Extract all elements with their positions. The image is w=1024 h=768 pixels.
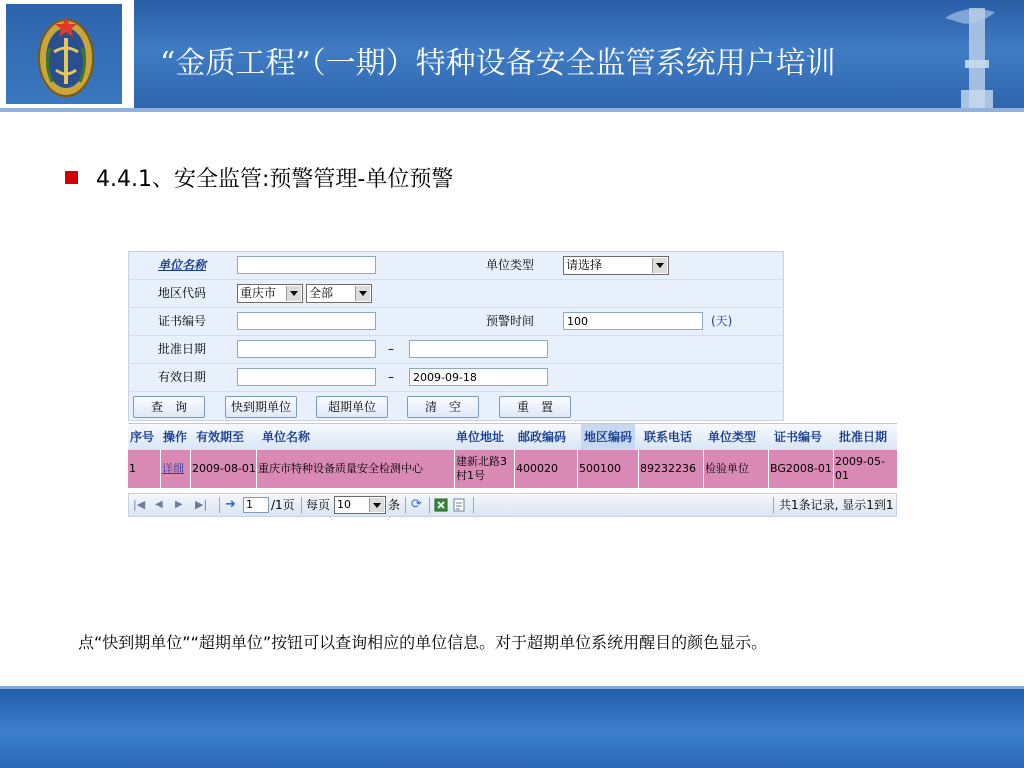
- cert-label: 证书编号: [157, 314, 206, 328]
- range-separator: –: [388, 342, 394, 356]
- warn-time-label: 预警时间: [485, 314, 534, 328]
- table-row[interactable]: [128, 450, 897, 488]
- per-page-label: 每页: [306, 498, 331, 512]
- col-header-action[interactable]: 操作: [163, 430, 188, 444]
- col-header-valid-until[interactable]: 有效期至: [196, 430, 245, 444]
- chevron-down-icon: [355, 286, 370, 301]
- clear-button[interactable]: 清 空: [407, 396, 479, 418]
- page-number-input[interactable]: 1: [243, 497, 269, 513]
- cell-cert-no: BG2008-01: [769, 450, 834, 488]
- cert-input[interactable]: [237, 312, 376, 330]
- query-button[interactable]: 查 询: [133, 396, 205, 418]
- form-row-unit-name: [129, 252, 783, 280]
- col-header-unit-name[interactable]: 单位名称: [262, 430, 311, 444]
- cell-unit-type: 检验单位: [704, 450, 769, 488]
- col-header-cert-no[interactable]: 证书编号: [774, 430, 823, 444]
- per-page-select[interactable]: 10: [334, 496, 386, 514]
- total-pages-text: /1页: [271, 498, 295, 512]
- footer-band: [0, 686, 1024, 768]
- col-header-unit-type[interactable]: 单位类型: [708, 430, 757, 444]
- cell-index: 1: [128, 450, 161, 488]
- expired-units-button[interactable]: 超期单位: [316, 396, 388, 418]
- warning-app-panel: [128, 251, 897, 519]
- chevron-down-icon: [652, 258, 667, 273]
- reset-button[interactable]: 重 置: [499, 396, 571, 418]
- warn-time-input[interactable]: 100: [563, 312, 703, 330]
- bullet-square-icon: [65, 171, 78, 184]
- range-separator: –: [388, 370, 394, 384]
- region-city-select[interactable]: 重庆市: [237, 284, 303, 303]
- unit-name-label[interactable]: 单位名称: [157, 258, 206, 272]
- per-page-unit: 条: [388, 498, 401, 512]
- unit-type-select[interactable]: 请选择: [563, 256, 669, 275]
- valid-date-from-input[interactable]: [237, 368, 376, 386]
- approve-date-to-input[interactable]: [409, 340, 548, 358]
- huabiao-pillar-icon: [925, 0, 1024, 108]
- header-divider: [0, 108, 1024, 112]
- region-district-select[interactable]: 全部: [306, 284, 372, 303]
- next-page-icon[interactable]: ▶: [175, 499, 183, 510]
- instruction-note: 点“快到期单位”“超期单位”按钮可以查询相应的单位信息。对于超期单位系统用醒目的颜色显示。: [78, 633, 768, 652]
- valid-date-to-input[interactable]: 2009-09-18: [409, 368, 548, 386]
- unit-name-input[interactable]: [237, 256, 376, 274]
- section-heading: 4.4.1、安全监管:预警管理-单位预警: [96, 167, 454, 192]
- col-header-index[interactable]: 序号: [130, 430, 155, 444]
- form-row-cert: [129, 308, 783, 336]
- expiring-units-button[interactable]: 快到期单位: [225, 396, 297, 418]
- cell-phone: 89232236: [639, 450, 704, 488]
- region-label: 地区代码: [157, 286, 206, 300]
- form-row-approve-date: [129, 336, 783, 364]
- cell-unit-name: 重庆市特种设备质量安全检测中心: [257, 450, 455, 488]
- slide-title: “金质工程”（一期）特种设备安全监管系统用户培训: [160, 46, 836, 81]
- approve-date-from-input[interactable]: [237, 340, 376, 358]
- footer-divider: [0, 686, 1024, 689]
- prev-page-icon[interactable]: ◀: [155, 499, 163, 510]
- chevron-down-icon: [286, 286, 301, 301]
- warn-time-unit: (天): [711, 314, 733, 328]
- document-icon[interactable]: [453, 494, 467, 516]
- go-page-arrow-icon[interactable]: ➜: [225, 497, 236, 512]
- col-header-approve-date[interactable]: 批准日期: [839, 430, 888, 444]
- header-separator: [128, 0, 134, 108]
- record-summary: 共1条记录, 显示1到1: [779, 498, 894, 512]
- logo-frame: [0, 0, 128, 108]
- col-header-postcode[interactable]: 邮政编码: [518, 430, 567, 444]
- cell-region-code: 500100: [578, 450, 639, 488]
- last-page-icon[interactable]: ▶|: [195, 498, 208, 511]
- unit-type-label: 单位类型: [485, 258, 534, 272]
- form-row-region: [129, 280, 783, 308]
- excel-export-icon[interactable]: [434, 494, 448, 516]
- cell-valid-until: 2009-08-01: [191, 450, 257, 488]
- col-header-address[interactable]: 单位地址: [456, 430, 505, 444]
- search-form: [128, 251, 784, 421]
- detail-link[interactable]: 详细: [161, 450, 191, 488]
- form-row-valid-date: [129, 364, 783, 392]
- cell-postcode: 400020: [515, 450, 578, 488]
- col-header-phone[interactable]: 联系电话: [644, 430, 693, 444]
- aqsiq-emblem-icon: [36, 8, 96, 100]
- results-table-header: [128, 423, 897, 451]
- chevron-down-icon: [369, 498, 384, 512]
- col-header-region-code[interactable]: 地区编码: [581, 424, 635, 450]
- approve-date-label: 批准日期: [157, 342, 206, 356]
- cell-address: 建新北路3村1号: [455, 450, 515, 488]
- first-page-icon[interactable]: |◀: [133, 498, 146, 511]
- refresh-icon[interactable]: ⟳: [411, 497, 422, 512]
- pagination-bar: [128, 493, 897, 517]
- valid-date-label: 有效日期: [157, 370, 206, 384]
- cell-approve-date: 2009-05-01: [835, 455, 885, 482]
